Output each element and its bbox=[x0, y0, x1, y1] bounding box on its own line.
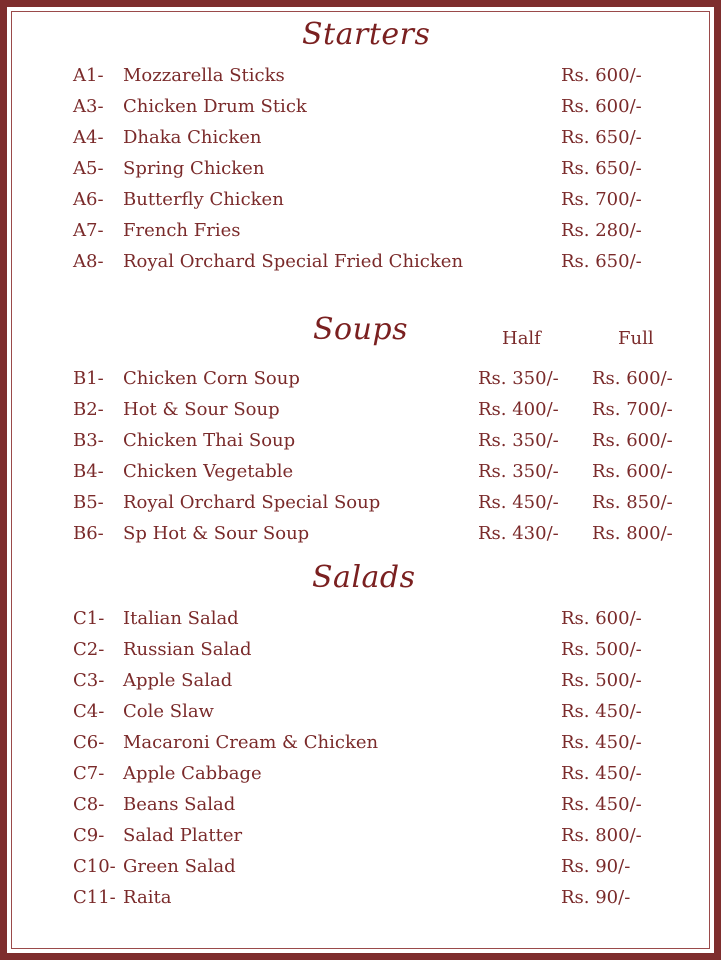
item-code: A1- bbox=[73, 65, 104, 86]
menu-item-row bbox=[0, 219, 721, 243]
item-code: B4- bbox=[73, 461, 104, 482]
full-price: Rs. 850/- bbox=[592, 492, 673, 513]
half-price: Rs. 430/- bbox=[478, 523, 559, 544]
menu-item-row bbox=[0, 762, 721, 786]
item-name: French Fries bbox=[123, 220, 241, 241]
item-code: A5- bbox=[73, 158, 104, 179]
half-price: Rs. 350/- bbox=[478, 461, 559, 482]
menu-item-row bbox=[0, 126, 721, 150]
item-code: C7- bbox=[73, 763, 105, 784]
item-name: Apple Salad bbox=[123, 670, 233, 691]
item-code: A7- bbox=[73, 220, 104, 241]
item-name: Italian Salad bbox=[123, 608, 239, 629]
item-code: C1- bbox=[73, 608, 105, 629]
item-name: Macaroni Cream & Chicken bbox=[123, 732, 379, 753]
full-price: Rs. 600/- bbox=[592, 430, 673, 451]
menu-item-row bbox=[0, 157, 721, 181]
full-price: Rs. 600/- bbox=[592, 461, 673, 482]
item-price: Rs. 450/- bbox=[561, 763, 642, 784]
item-code: A4- bbox=[73, 127, 104, 148]
item-name: Cole Slaw bbox=[123, 701, 214, 722]
item-price: Rs. 500/- bbox=[561, 670, 642, 691]
item-price: Rs. 600/- bbox=[561, 65, 642, 86]
full-column-header: Full bbox=[618, 328, 654, 349]
soups-heading: Soups bbox=[313, 312, 409, 347]
item-name: Russian Salad bbox=[123, 639, 252, 660]
item-price: Rs. 500/- bbox=[561, 639, 642, 660]
full-price: Rs. 700/- bbox=[592, 399, 673, 420]
item-price: Rs. 450/- bbox=[561, 794, 642, 815]
half-price: Rs. 450/- bbox=[478, 492, 559, 513]
starters-heading: Starters bbox=[302, 17, 431, 52]
menu-item-row bbox=[0, 886, 721, 910]
item-code: A6- bbox=[73, 189, 104, 210]
item-code: B5- bbox=[73, 492, 104, 513]
item-price: Rs. 280/- bbox=[561, 220, 642, 241]
item-name: Salad Platter bbox=[123, 825, 243, 846]
item-name: Hot & Sour Soup bbox=[123, 399, 280, 420]
menu-item-row bbox=[0, 607, 721, 631]
menu-item-row bbox=[0, 824, 721, 848]
item-price: Rs. 90/- bbox=[561, 856, 631, 877]
item-name: Spring Chicken bbox=[123, 158, 265, 179]
item-name: Butterfly Chicken bbox=[123, 189, 284, 210]
item-code: C6- bbox=[73, 732, 105, 753]
item-name: Chicken Drum Stick bbox=[123, 96, 307, 117]
menu-item-row bbox=[0, 669, 721, 693]
item-code: C9- bbox=[73, 825, 105, 846]
half-price: Rs. 400/- bbox=[478, 399, 559, 420]
menu-item-row bbox=[0, 522, 721, 546]
item-price: Rs. 650/- bbox=[561, 127, 642, 148]
full-price: Rs. 800/- bbox=[592, 523, 673, 544]
menu-item-row bbox=[0, 855, 721, 879]
half-price: Rs. 350/- bbox=[478, 430, 559, 451]
full-price: Rs. 600/- bbox=[592, 368, 673, 389]
item-code: C8- bbox=[73, 794, 105, 815]
item-name: Chicken Corn Soup bbox=[123, 368, 300, 389]
menu-item-row bbox=[0, 460, 721, 484]
item-price: Rs. 90/- bbox=[561, 887, 631, 908]
item-price: Rs. 700/- bbox=[561, 189, 642, 210]
menu-item-row bbox=[0, 731, 721, 755]
item-price: Rs. 800/- bbox=[561, 825, 642, 846]
item-code: C4- bbox=[73, 701, 105, 722]
item-code: B6- bbox=[73, 523, 104, 544]
menu-item-row bbox=[0, 95, 721, 119]
item-name: Chicken Vegetable bbox=[123, 461, 294, 482]
item-price: Rs. 600/- bbox=[561, 96, 642, 117]
item-price: Rs. 650/- bbox=[561, 251, 642, 272]
item-name: Chicken Thai Soup bbox=[123, 430, 296, 451]
item-code: B1- bbox=[73, 368, 104, 389]
item-code: C10- bbox=[73, 856, 116, 877]
item-price: Rs. 450/- bbox=[561, 701, 642, 722]
menu-item-row bbox=[0, 429, 721, 453]
item-name: Mozzarella Sticks bbox=[123, 65, 285, 86]
item-code: A8- bbox=[73, 251, 104, 272]
menu-item-row bbox=[0, 398, 721, 422]
item-code: C3- bbox=[73, 670, 105, 691]
item-code: B2- bbox=[73, 399, 104, 420]
item-code: A3- bbox=[73, 96, 104, 117]
item-name: Raita bbox=[123, 887, 172, 908]
menu-item-row bbox=[0, 188, 721, 212]
menu-item-row bbox=[0, 491, 721, 515]
item-name: Green Salad bbox=[123, 856, 236, 877]
half-column-header: Half bbox=[502, 328, 541, 349]
item-name: Beans Salad bbox=[123, 794, 236, 815]
menu-item-row bbox=[0, 367, 721, 391]
menu-item-row bbox=[0, 250, 721, 274]
item-name: Royal Orchard Special Soup bbox=[123, 492, 381, 513]
half-price: Rs. 350/- bbox=[478, 368, 559, 389]
item-code: C11- bbox=[73, 887, 116, 908]
item-name: Apple Cabbage bbox=[123, 763, 262, 784]
item-name: Dhaka Chicken bbox=[123, 127, 262, 148]
item-price: Rs. 450/- bbox=[561, 732, 642, 753]
item-code: B3- bbox=[73, 430, 104, 451]
item-price: Rs. 650/- bbox=[561, 158, 642, 179]
item-name: Royal Orchard Special Fried Chicken bbox=[123, 251, 464, 272]
menu-item-row bbox=[0, 793, 721, 817]
salads-heading: Salads bbox=[312, 560, 416, 595]
menu-item-row bbox=[0, 64, 721, 88]
menu-item-row bbox=[0, 700, 721, 724]
item-price: Rs. 600/- bbox=[561, 608, 642, 629]
menu-item-row bbox=[0, 638, 721, 662]
item-name: Sp Hot & Sour Soup bbox=[123, 523, 310, 544]
item-code: C2- bbox=[73, 639, 105, 660]
